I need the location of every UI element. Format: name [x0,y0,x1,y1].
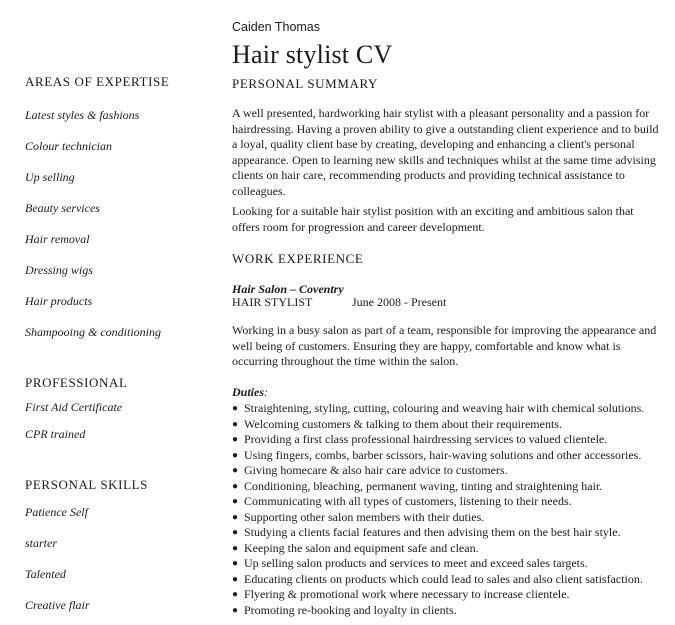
bullet-icon: ● [232,480,239,492]
professional-item: First Aid Certificate [25,400,123,414]
skill-item: Talented [25,567,66,581]
author-name: Caiden Thomas [232,20,321,34]
duty-item [232,417,644,433]
expertise-item: Latest styles & fashions [25,108,140,122]
skill-item: starter [25,536,58,550]
duty-item [232,541,644,557]
duties-label-text: Duties [232,385,265,399]
duty-text: Giving homecare & also hair care advice to customers. [244,463,508,477]
skill-item: Patience Self [25,505,88,519]
document-title: Hair stylist CV [232,40,393,69]
duties-label-colon: : [264,385,269,399]
bullet-icon: ● [232,573,239,585]
summary-paragraph: A well presented, hardworking hair stylist with a pleasant personality and a passion for hairdressing. Having a proven ability to give a outstanding client experience and to build a loyal, quality client base by creating, developing and enhancing a client's personal appearance. Open to learning new skills and techniques whilst at the same time advising clients on hair care, recommending products and providing technical assistance to colleagues. [232,106,659,198]
expertise-heading: AREAS OF EXPERTISE [25,74,170,89]
bullet-icon: ● [232,418,239,430]
duty-text: Providing a first class professional hairdressing services to valued clientele. [244,432,608,446]
expertise-item: Hair removal [25,232,90,246]
job-description: Working in a busy salon as part of a team, responsible for improving the appearance and well being of customers. Ensuring they are happy, comfortable and know what is occurring throughout the time within the salon. [232,323,657,368]
expertise-item: Hair products [25,294,93,308]
expertise-item: Shampooing & conditioning [25,325,161,339]
bullet-icon: ● [232,496,239,507]
duty-text: Promoting re-booking and loyalty in clients. [244,602,457,617]
bullet-icon: ● [232,465,239,476]
bullet-icon: ● [232,449,239,461]
duty-text: Keeping the salon and equipment safe and clean. [244,540,479,555]
duty-item [232,479,644,495]
duty-item [232,525,644,541]
bullet-icon: ● [232,511,239,523]
experience-heading: WORK EXPERIENCE [232,251,364,266]
duty-text: Supporting other salon members with their duties. [244,509,485,524]
bullet-icon: ● [232,403,239,414]
expertise-item: Colour technician [25,139,112,153]
job-line [232,295,447,310]
duty-item [232,432,644,448]
duty-item [232,401,644,417]
duty-item [232,572,644,588]
duties-list [232,401,644,618]
bullet-icon: ● [232,434,239,445]
skills-heading: PERSONAL SKILLS [25,477,149,492]
duty-item [232,556,644,572]
duty-text: Studying a clients facial features and then advising them on the best hair style. [244,525,621,539]
duty-item [232,603,644,619]
bullet-icon: ● [232,604,239,616]
duty-text: Straightening, styling, cutting, colouring and weaving hair with chemical solutions. [244,401,645,415]
duty-item [232,587,644,603]
skill-item: Creative flair [25,598,90,612]
duty-item [232,510,644,526]
bullet-icon: ● [232,589,239,600]
expertise-item: Up selling [25,170,75,184]
duty-text: Welcoming customers & talking to them about their requirements. [244,416,562,431]
professional-item: CPR trained [25,427,86,441]
summary-heading: PERSONAL SUMMARY [232,76,379,91]
job-dates: June 2008 - Present [352,295,447,309]
company-name: Hair Salon – Coventry [232,282,344,296]
summary-paragraph: Looking for a suitable hair stylist position with an exciting and ambitious salon that offers room for progression and career development. [232,204,634,234]
duty-text: Flyering & promotional work where necessary to increase clientele. [244,587,570,601]
duty-item [232,494,644,510]
duty-text: Educating clients on products which could lead to sales and also client satisfaction. [244,571,643,586]
duty-text: Up selling salon products and services to meet and exceed sales targets. [244,556,588,570]
expertise-item: Dressing wigs [25,263,93,277]
duty-text: Conditioning, bleaching, permanent waving, tinting and straightening hair. [244,478,603,493]
bullet-icon: ● [232,527,239,538]
duties-label [232,385,268,400]
duty-item [232,448,644,464]
bullet-icon: ● [232,542,239,554]
professional-heading: PROFESSIONAL [25,375,128,390]
duty-text: Communicating with all types of customers, listening to their needs. [244,494,572,508]
duty-item [232,463,644,479]
job-title: HAIR STYLIST [232,295,313,309]
bullet-icon: ● [232,558,239,569]
duty-text: Using fingers, combs, barber scissors, hair-waving solutions and other accessories. [244,447,642,462]
expertise-item: Beauty services [25,201,100,215]
